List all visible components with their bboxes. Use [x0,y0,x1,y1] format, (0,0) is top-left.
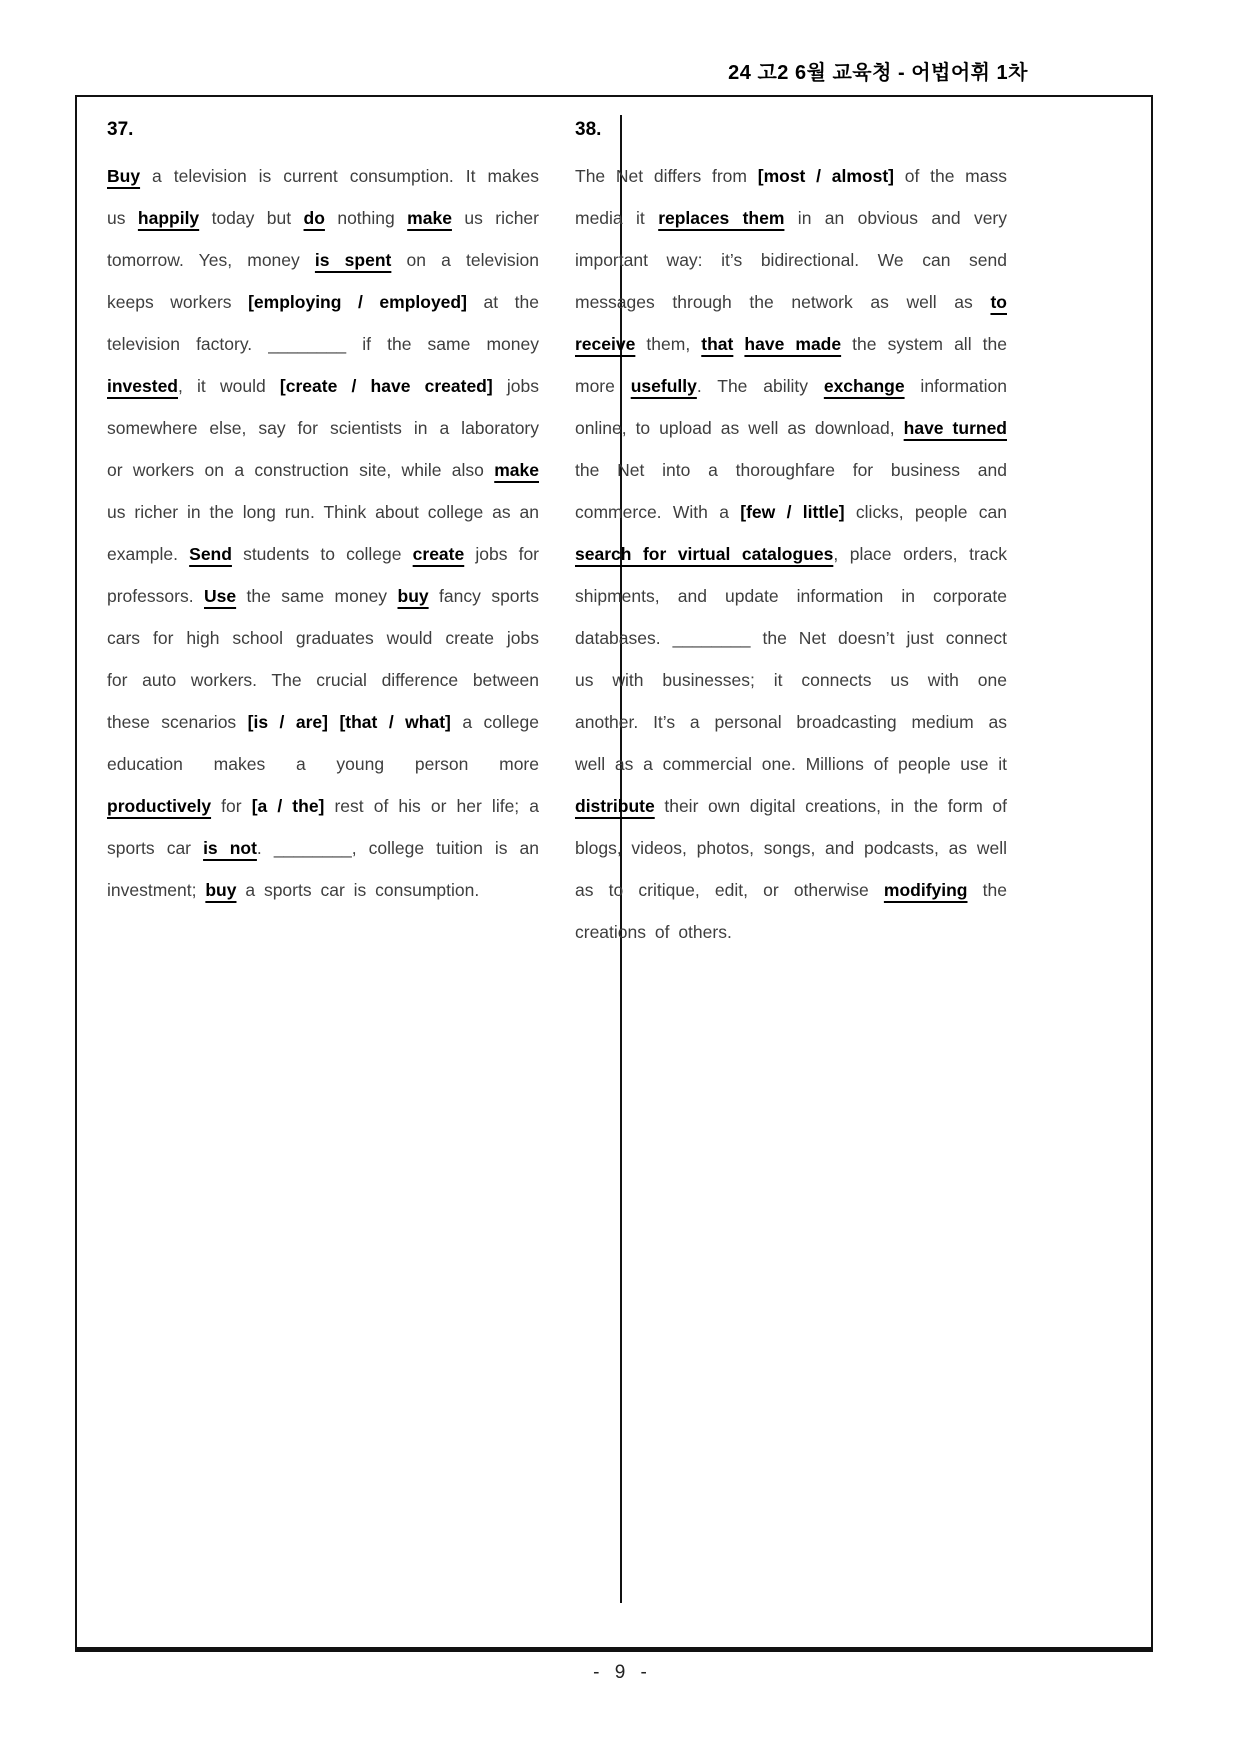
text-segment: invested [107,376,178,396]
text-segment: us richer tomorrow. Yes, money [107,208,539,270]
text-segment: productively [107,796,212,816]
text-segment: jobs somewhere else, say for scientists in a laboratory or workers on a construction site, while also [107,376,539,480]
text-segment: replaces them [658,208,785,228]
text-segment: today but [199,208,304,228]
text-segment: that [701,334,734,354]
text-segment: create [412,544,465,564]
text-segment: search for virtual catalogues [575,544,834,564]
text-segment: distribute [575,796,655,816]
text-segment: at the television factory. ________ if the same money [107,292,539,354]
text-segment: for [211,796,252,816]
question-38-block [575,119,1007,953]
text-segment: the same money [236,586,398,606]
text-segment: [employing / employed] [248,292,467,312]
text-segment: make [407,208,452,228]
text-segment: Buy [107,166,141,186]
text-segment: a sports car is consumption. [236,880,480,900]
text-segment: is spent [314,250,392,270]
text-segment: . The ability [696,376,824,396]
text-segment: buy [205,880,237,900]
text-segment: fancy sports cars for high school graduates would create jobs for auto workers. The crucial difference between these scenarios [107,586,539,732]
text-segment: clicks, people can [844,502,1007,522]
text-segment: jobs for professors. [107,544,540,606]
text-segment: the creations of others. [575,880,1007,942]
text-segment: of the mass media it [575,166,1007,228]
text-segment: [is / are] [that / what] [247,712,451,732]
text-segment: on a television keeps workers [107,250,539,312]
text-segment: , it would [178,376,280,396]
worksheet-box [75,95,1153,1652]
text-segment: exchange [823,376,905,396]
text-segment: usefully [630,376,697,396]
text-segment: . ________, college tuition is an investment; [107,838,539,900]
text-segment: students to college [231,544,413,564]
text-segment: [most / almost] [757,166,894,186]
text-segment: in an obvious and very important way: it’s bidirectional. We can send messages through the network as well as [575,208,1008,312]
text-segment: [create / have created] [279,376,493,396]
question-number-37: 37. [107,119,134,140]
text-segment: the Net into a thoroughfare for business and commerce. With a [575,460,1007,522]
text-segment [733,334,744,354]
text-segment: the system all the more [575,334,1007,396]
text-segment: buy [397,586,429,606]
text-segment: us richer in the long run. Think about college as an example. [107,502,539,564]
text-segment: their own digital creations, in the form of blogs, videos, photos, songs, and podcasts, as well as to critique, edit, or otherwise [575,796,1007,900]
question-38-passage [575,155,1007,953]
text-segment: modifying [883,880,968,900]
text-segment: a college education makes a young person more [107,712,539,774]
text-segment: The Net differs from [575,166,758,186]
text-segment: make [494,460,539,480]
text-segment: nothing [324,208,408,228]
question-37-passage [107,155,539,911]
text-segment: a television is current consumption. It makes us [107,166,539,228]
text-segment: [a / the] [251,796,325,816]
question-number-38: 38. [575,119,602,140]
question-37-block [107,119,539,911]
text-segment: to receive [575,292,1007,354]
text-segment: them, [635,334,702,354]
page-number: - 9 - [593,1662,647,1683]
text-segment: happily [137,208,200,228]
page-title: 24 고2 6월 교육청 - 어법어휘 1차 [728,62,1028,84]
text-segment: do [303,208,325,228]
text-segment: is not [203,838,257,858]
text-segment: Use [204,586,237,606]
text-segment: have made [744,334,842,354]
text-segment: rest of his or her life; a sports car [107,796,539,858]
text-segment: Send [189,544,232,564]
text-segment: , place orders, track shipments, and update information in corporate databases. ________ the Net doesn’t just connect us with businesses; it connects us with one another. It’s a personal broadcasting medium as well as a commercial one. Millions of people use it [575,544,1007,774]
text-segment: information online, to upload as well as download, [575,376,1007,438]
text-segment: have turned [903,418,1007,438]
page-footer [0,1662,1240,1684]
text-segment: [few / little] [740,502,845,522]
